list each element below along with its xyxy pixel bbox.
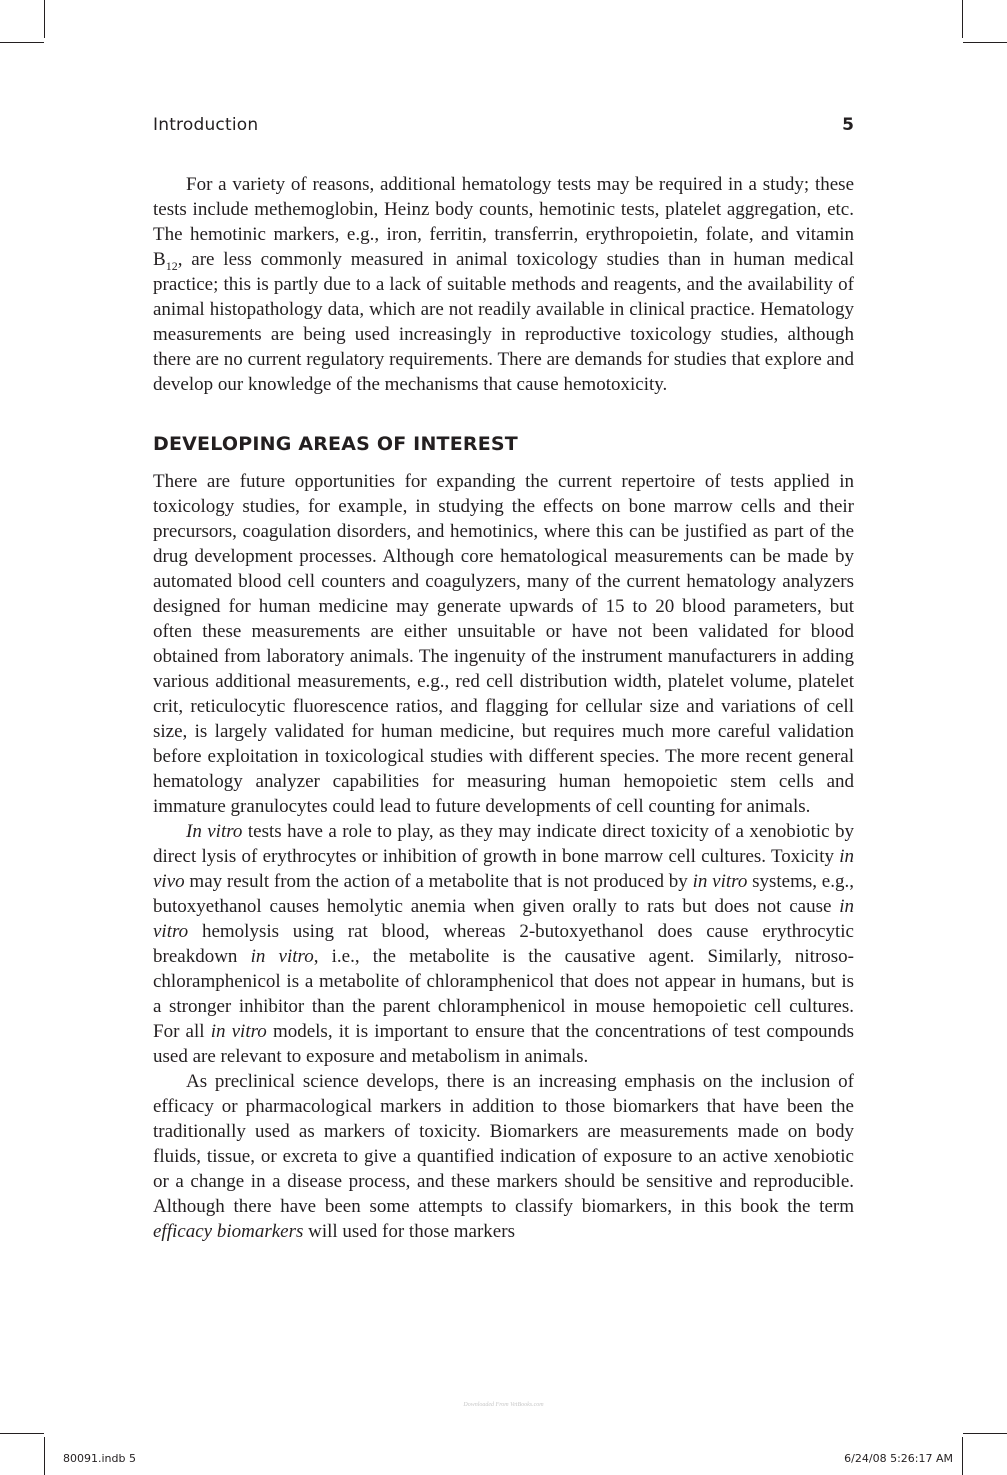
text-run: , are less commonly measured in animal toxicology studies than in human medical practice; this is partly due to a lack of suitable methods and reagents, and the availability of animal histopathology data, which are not readily available in clinical practice. Hematology measurements are being used increasingly in reproductive toxicology studies, although there are no current regulatory requirements. There are demands for studies that explore and develop our knowledge of the mechanisms that cause hemotoxicity. xyxy=(153,249,854,395)
section-heading: DEVELOPING AREAS OF INTEREST xyxy=(153,433,518,455)
watermark: Downloaded From VetBooks.com xyxy=(463,1402,544,1408)
text-run: , i.e., the metabolite is the causative agent. Similarly, nitroso-chloramphenicol is a metabolite of chloramphenicol that does not appear in humans, but is a stronger inhibitor than the parent chloramphenicol in mouse hemopoietic cell cultures. For all xyxy=(153,946,854,1042)
text-run: As preclinical science develops, there is an increasing emphasis on the inclusion of efficacy or pharmacological markers in addition to those biomarkers that have been the traditionally used as markers of toxicity. Biomarkers are measurements made on body fluids, tissue, or excreta to give a quantified indication of exposure to an active xenobiotic or a change in a disease process, and these markers should be sensitive and reproducible. Although there have been some attempts to classify biomarkers, in this book the term xyxy=(153,1071,854,1217)
crop-mark xyxy=(963,1433,1007,1434)
italic-term: in vitro xyxy=(153,896,854,942)
print-slug-timestamp: 6/24/08 5:26:17 AM xyxy=(844,1452,953,1465)
italic-term: in vitro xyxy=(210,1021,267,1042)
running-head xyxy=(153,115,854,137)
text-run: systems, e.g., butoxyethanol causes hemolytic anemia when given orally to rats but does not cause xyxy=(153,871,854,917)
crop-mark xyxy=(44,0,45,38)
crop-mark xyxy=(962,0,963,38)
body-text xyxy=(153,172,854,1244)
text-run: models, it is important to ensure that the concentrations of test compounds used are relevant to exposure and metabolism in animals. xyxy=(153,1021,854,1067)
crop-mark xyxy=(44,1437,45,1475)
crop-mark xyxy=(962,1437,963,1475)
text-run: For a variety of reasons, additional hematology tests may be required in a study; these tests include methemoglobin, Heinz body counts, hemotinic tests, platelet aggregation, etc. The hemotinic markers, e.g., iron, ferritin, transferrin, erythropoietin, folate, and vitamin B xyxy=(153,174,854,270)
print-slug-file: 80091.indb 5 xyxy=(63,1452,136,1465)
text-run: tests have a role to play, as they may indicate direct toxicity of a xenobiotic by direct lysis of erythrocytes or inhibition of growth in bone marrow cell cultures. Toxicity xyxy=(153,821,854,867)
page-number: 5 xyxy=(842,115,854,135)
italic-term: In vitro xyxy=(186,821,243,842)
running-title: Introduction xyxy=(153,115,259,135)
crop-mark xyxy=(963,42,1007,43)
paragraph-biomarkers xyxy=(153,1069,854,1244)
crop-mark xyxy=(0,1433,44,1434)
text-run: may result from the action of a metabolite that is not produced by xyxy=(184,871,693,892)
italic-term: in vitro xyxy=(692,871,748,892)
text-run: will used for those markers xyxy=(303,1221,515,1242)
crop-mark xyxy=(0,42,44,43)
text-run: hemolysis using rat blood, whereas 2-butoxyethanol does cause erythrocytic breakdown xyxy=(153,921,854,967)
italic-term: in vivo xyxy=(153,846,854,892)
italic-term: efficacy biomarkers xyxy=(153,1221,304,1242)
italic-term: in vitro xyxy=(250,946,314,967)
paragraph-in-vitro xyxy=(153,819,854,1069)
subscript: 12 xyxy=(165,258,178,273)
paragraph-hematology-tests xyxy=(153,172,854,397)
paragraph-future-opportunities: There are future opportunities for expanding the current repertoire of tests applied in toxicology studies, for example, in studying the effects on bone marrow cells and their precursors, coagulation disorders, and hemotinics, where this can be justified as part of the drug development processes. Although core hematological measurements can be made by automated blood cell counters and coagulyzers, many of the current hematology analyzers designed for human medicine may generate upwards of 15 to 20 blood parameters, but often these measurements are either unsuitable or have not been validated for blood obtained from laboratory animals. The ingenuity of the instrument manufacturers in adding various additional measurements, e.g., red cell distribution width, platelet volume, platelet crit, reticulocytic fluorescence ratios, and flagging for cellular size and variations of cell size, is largely validated for human medicine, but requires much more careful validation before exploitation in toxicological studies with different species. The more recent general hematology analyzer capabilities for measuring human hemopoietic stem cells and immature granulocytes could lead to future developments of cell counting for animals. xyxy=(153,471,854,817)
